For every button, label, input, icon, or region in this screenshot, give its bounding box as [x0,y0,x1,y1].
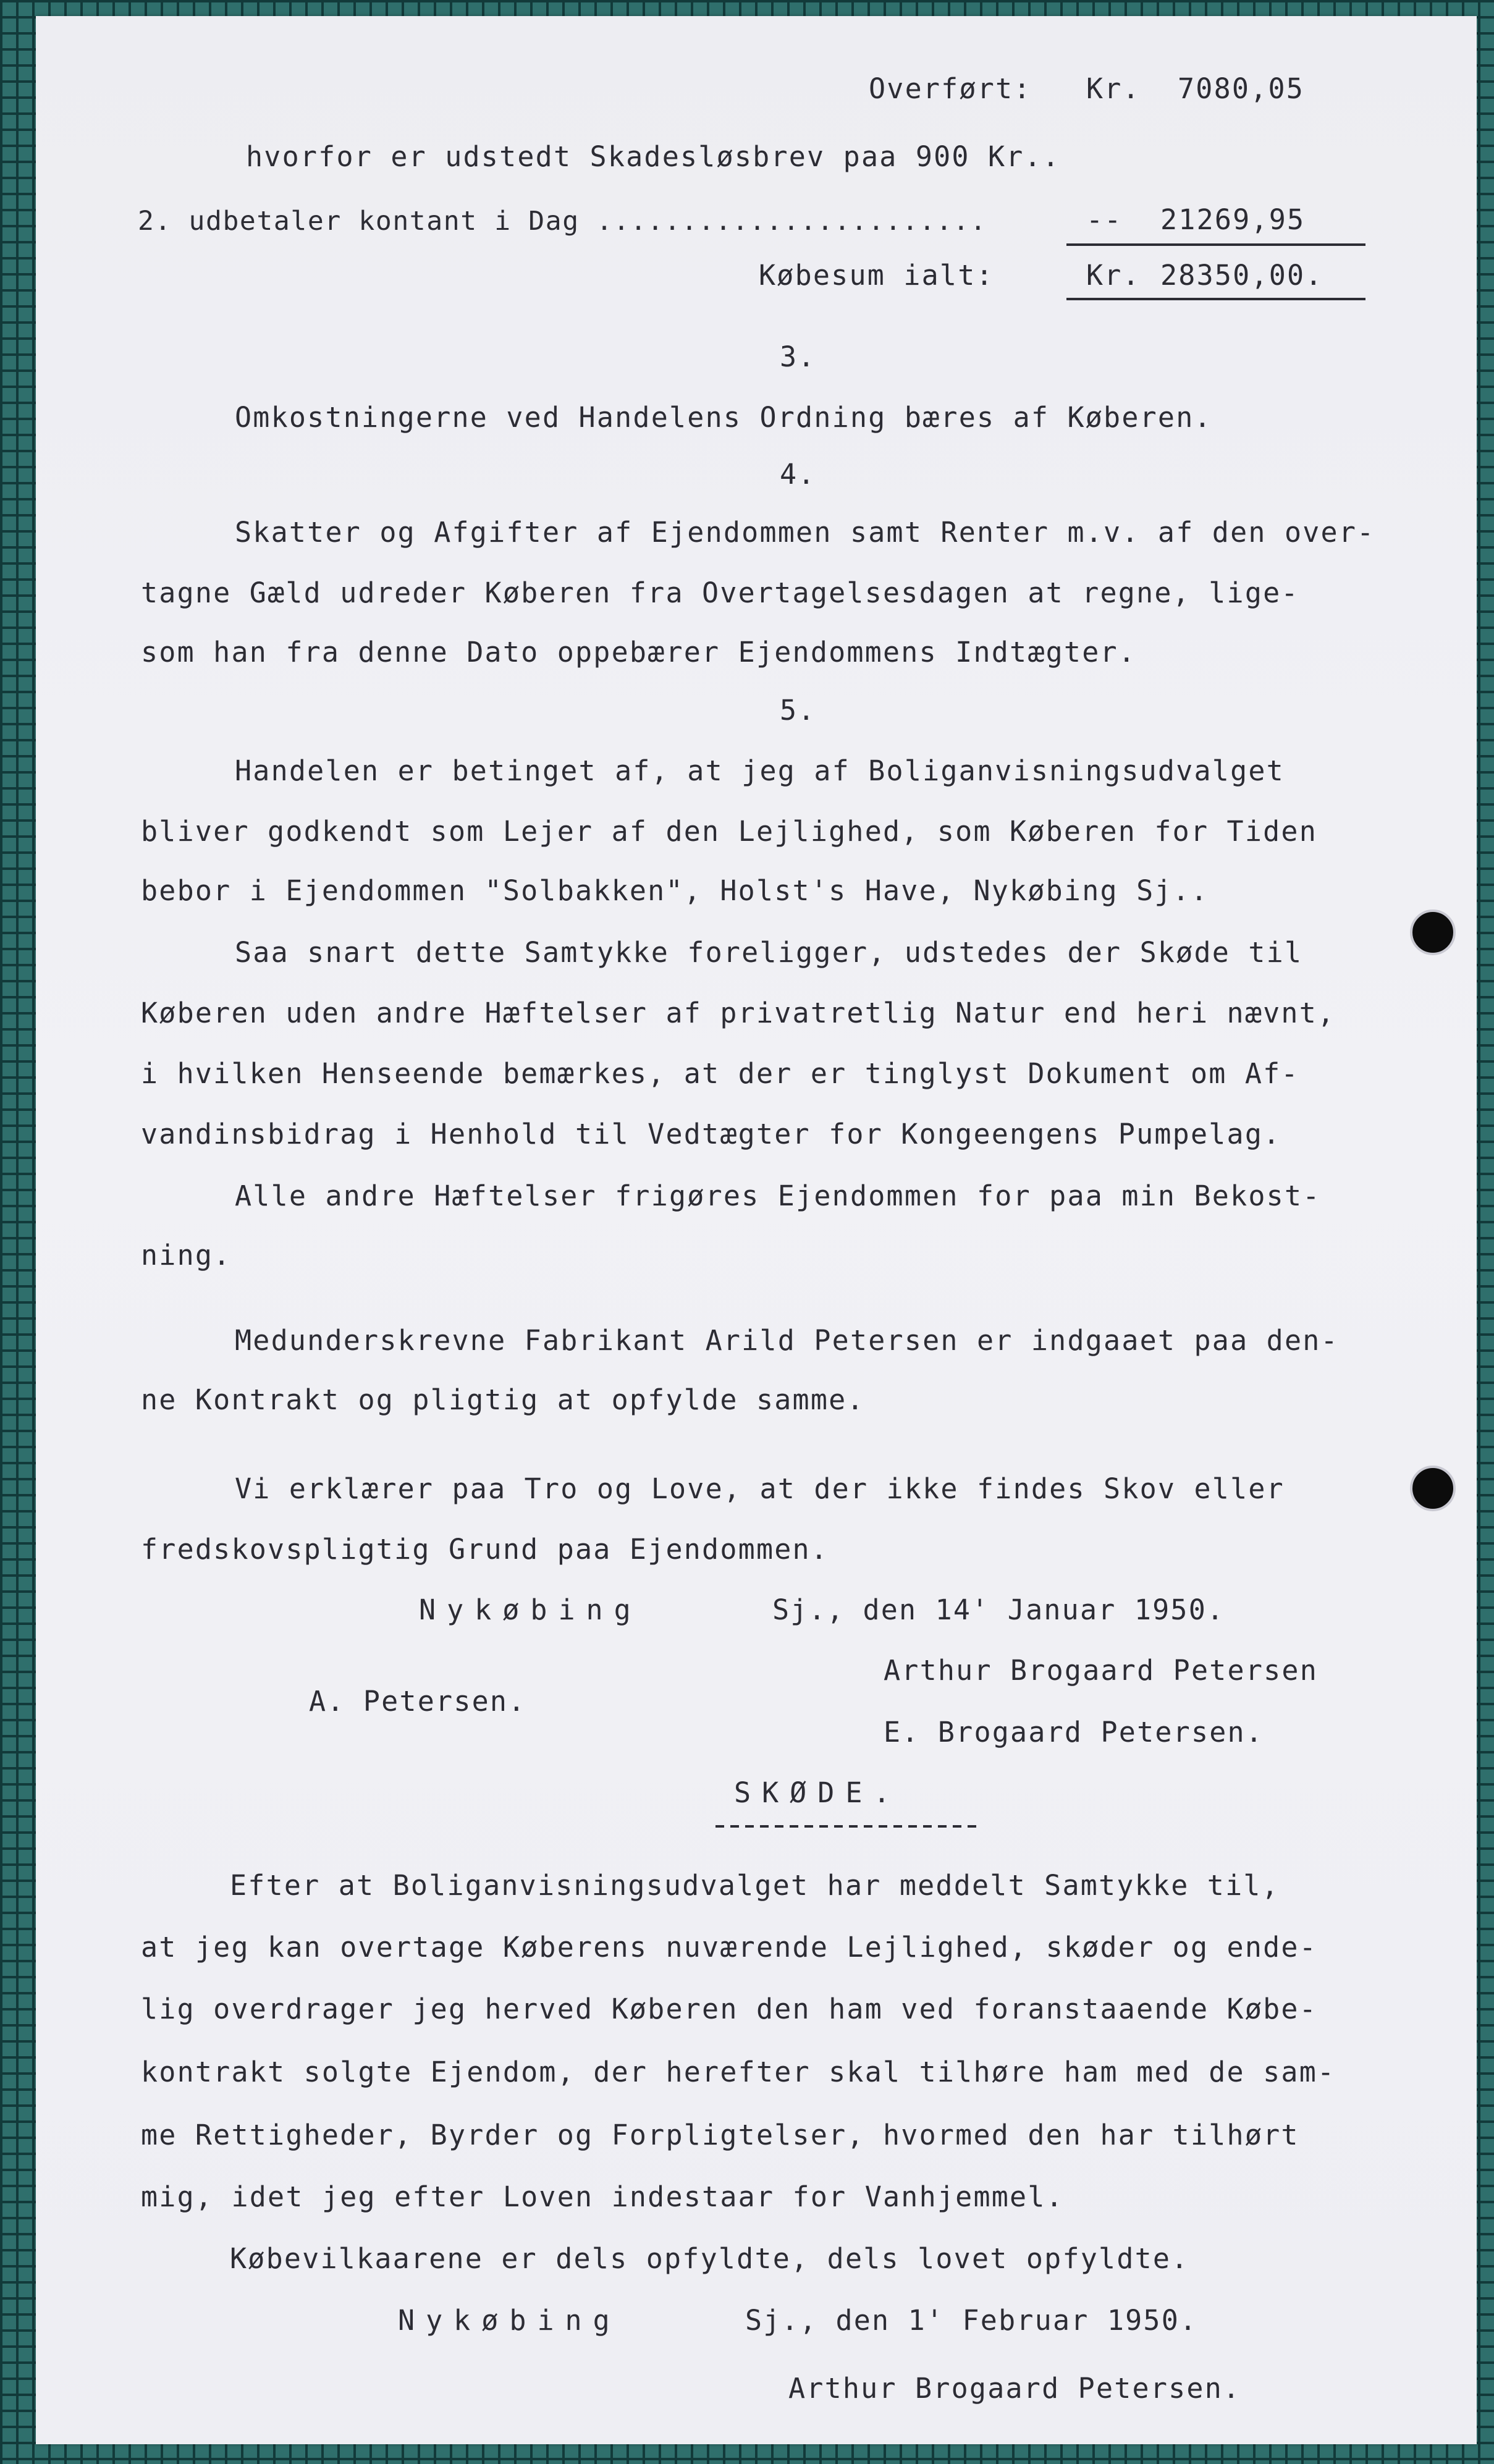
total-currency: Kr. [1086,259,1141,292]
payment-line: 2. udbetaler kontant i Dag ....................... [138,206,987,237]
carried-forward-currency: Kr. [1086,72,1141,105]
payment-amount: 21269,95 [1160,203,1306,236]
section-4-line: som han fra denne Dato oppebærer Ejendommens Indtægter. [141,636,1137,669]
total-rule [1066,298,1365,300]
section-4-line: Skatter og Afgifter af Ejendommen samt Renter m.v. af den over- [235,516,1375,549]
co-signer-line: ne Kontrakt og pligtig at opfylde samme. [141,1383,865,1416]
payment-prefix: -- [1086,203,1123,236]
section-5-line: i hvilken Henseende bemærkes, at der er tinglyst Dokument om Af- [141,1057,1299,1090]
deed-line: at jeg kan overtage Køberens nuværende Lejlighed, skøder og ende- [141,1931,1317,1964]
section-4-line: tagne Gæld udreder Køberen fra Overtagelsesdagen at regne, lige- [141,576,1299,609]
date-1: Sj., den 14' Januar 1950. [772,1593,1225,1626]
section-5-line: Handelen er betinget af, at jeg af Boliganvisningsudvalget [235,754,1285,787]
section-5-line: Alle andre Hæftelser frigøres Ejendommen for paa min Bekost- [235,1179,1321,1212]
co-signer-line: Medunderskrevne Fabrikant Arild Petersen er indgaaet paa den- [235,1324,1339,1357]
section-5-line: ning. [141,1239,232,1272]
subtotal-rule [1066,243,1365,246]
section-3-text: Omkostningerne ved Handelens Ordning bæres af Køberen. [235,401,1212,434]
total-amount: 28350,00. [1160,259,1323,292]
deed-heading: SKØDE. [734,1776,901,1809]
deed-line: me Rettigheder, Byrder og Forpligtelser, hvormed den har tilhørt [141,2119,1299,2151]
date-2: Sj., den 1' Februar 1950. [745,2304,1198,2337]
document-page [36,16,1477,2444]
section-5-line: Køberen uden andre Hæftelser af privatretlig Natur end heri nævnt, [141,997,1336,1029]
declaration-line: Vi erklærer paa Tro og Love, at der ikke findes Skov eller [235,1472,1285,1505]
deed-line: mig, idet jeg efter Loven indestaar for Vanhjemmel. [141,2180,1064,2213]
signature-co-signer: A. Petersen. [309,1685,526,1718]
deed-line: lig overdrager jeg herved Køberen den ham ved foranstaaende Købe- [141,1993,1317,2025]
total-label: Købesum ialt: [759,259,994,292]
carried-forward-amount: 7080,05 [1178,72,1305,105]
deed-line: Efter at Boliganvisningsudvalget har meddelt Samtykke til, [230,1869,1280,1902]
signature-buyer: E. Brogaard Petersen. [884,1716,1264,1749]
deed-line: Købevilkaarene er dels opfyldte, dels lovet opfyldte. [230,2242,1189,2275]
section-4-number: 4. [780,458,816,491]
mortgage-line: hvorfor er udstedt Skadesløsbrev paa 900 Kr.. [246,140,1061,173]
section-5-line: bebor i Ejendommen "Solbakken", Holst's Have, Nykøbing Sj.. [141,874,1209,907]
place-2: Nykøbing [398,2304,621,2337]
section-5-number: 5. [780,694,816,727]
punch-hole [1410,1466,1456,1511]
signature-seller: Arthur Brogaard Petersen [884,1654,1319,1687]
punch-hole [1410,909,1456,955]
section-5-line: Saa snart dette Samtykke foreligger, udstedes der Skøde til [235,936,1303,969]
deed-signature: Arthur Brogaard Petersen. [788,2372,1241,2405]
section-5-line: vandinsbidrag i Henhold til Vedtægter for Kongeengens Pumpelag. [141,1118,1281,1150]
declaration-line: fredskovspligtig Grund paa Ejendommen. [141,1533,829,1566]
section-5-line: bliver godkendt som Lejer af den Lejlighed, som Køberen for Tiden [141,815,1317,848]
deed-line: kontrakt solgte Ejendom, der herefter skal tilhøre ham med de sam- [141,2056,1336,2088]
carried-forward-label: Overført: [869,72,1032,105]
section-3-number: 3. [780,340,816,373]
place-1: Nykøbing [419,1593,642,1626]
deed-heading-underline [715,1825,981,1828]
